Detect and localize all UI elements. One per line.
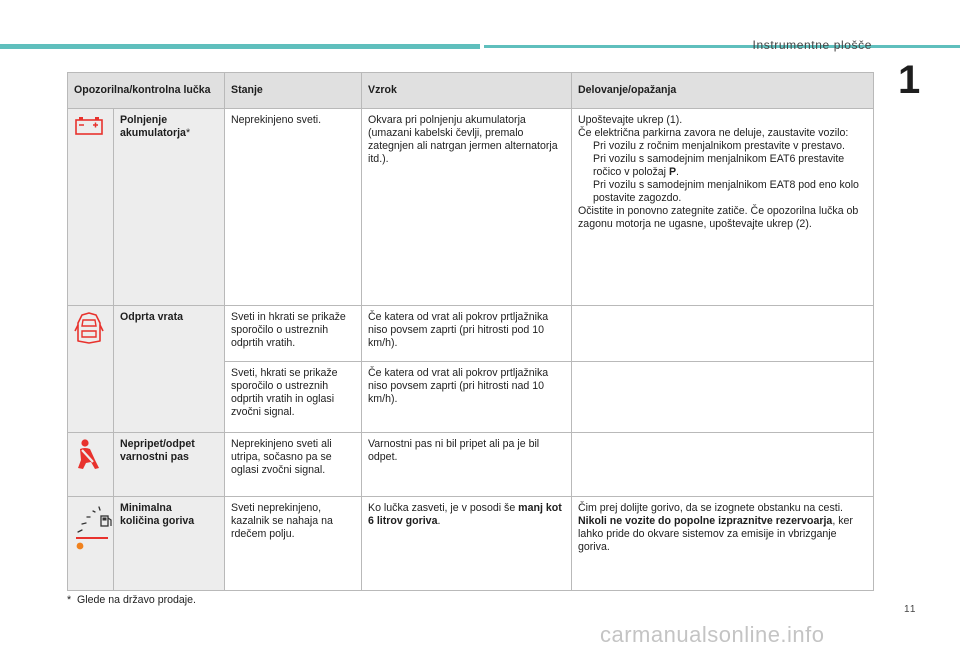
lamp-state: Sveti neprekinjeno, kazalnik se nahaja na rdečem polju. bbox=[225, 497, 362, 591]
accent-bar-short bbox=[484, 45, 960, 48]
icon-cell bbox=[68, 306, 114, 433]
battery-icon bbox=[74, 114, 104, 136]
list-item: Pri vozilu s samodejnim menjalnikom EAT8 pod eno kolo postavite zagozdo. bbox=[593, 179, 859, 204]
lamp-action bbox=[572, 433, 874, 497]
section-title: Instrumentne plošče bbox=[752, 38, 872, 52]
lamp-cause: Če katera od vrat ali pokrov prtljažnika niso povsem zaprti (pri hitrosti nad 10 km/h). bbox=[362, 362, 572, 433]
accent-bar-long bbox=[0, 44, 480, 49]
table-header-row bbox=[68, 73, 874, 109]
lamp-cause: Varnostni pas ni bil pripet ali pa je bil odpet. bbox=[362, 433, 572, 497]
open-door-icon bbox=[74, 311, 104, 345]
table-row bbox=[68, 306, 874, 362]
header-state: Stanje bbox=[225, 73, 362, 109]
icon-cell bbox=[68, 109, 114, 306]
page-number: 11 bbox=[904, 604, 917, 615]
fuel-gauge-icon bbox=[74, 502, 114, 550]
lamp-cause: Ko lučka zasveti, je v posodi še manj kot 6 litrov goriva. bbox=[362, 497, 572, 591]
watermark: carmanualsonline.info bbox=[600, 622, 825, 647]
lamp-action bbox=[572, 362, 874, 433]
lamp-cause: Okvara pri polnjenju akumulatorja (umazani kabelski čevlji, premalo zategnjen ali natrgan jermen alternatorja itd.). bbox=[362, 109, 572, 306]
chapter-number: 1 bbox=[898, 58, 921, 102]
lamp-name: Polnjenje akumulatorja* bbox=[114, 109, 225, 306]
table-row bbox=[68, 109, 874, 306]
lamp-action: Čim prej dolijte gorivo, da se izognete obstanku na cesti. Nikoli ne vozite do popolne izpraznitve rezervoarja, ker lahko pride do okvare sistemov za emisije in vbrizganje goriva. bbox=[572, 497, 874, 591]
icon-cell bbox=[68, 433, 114, 497]
list-item: Pri vozilu z ročnim menjalnikom prestavite v prestavo. bbox=[593, 140, 845, 152]
header-action: Delovanje/opažanja bbox=[572, 73, 874, 109]
lamp-action: Upoštevajte ukrep (1). Če električna parkirna zavora ne deluje, zaustavite vozilo: Pri vozilu z ročnim menjalnikom prestavite v prestavo. Pri vozilu s samodejnim menjalnikom EAT6 prestavite ročico v položaj P. Pri vozilu s samodejnim menjalnikom EAT8 pod eno kolo postavite zagozdo. Očistite in ponovno zategnite zatiče. Če opozorilna lučka ob zagonu motorja ne ugasne, upoštevajte ukrep (2). bbox=[572, 109, 874, 306]
header-cause: Vzrok bbox=[362, 73, 572, 109]
lamp-state: Sveti in hkrati se prikaže sporočilo o ustreznih odprtih vratih. bbox=[225, 306, 362, 362]
lamp-state: Sveti, hkrati se prikaže sporočilo o ustreznih odprtih vratih in oglasi zvočni signal. bbox=[225, 362, 362, 433]
lamp-state: Neprekinjeno sveti. bbox=[225, 109, 362, 306]
lamp-name: Odprta vrata bbox=[114, 306, 225, 433]
table-row bbox=[68, 433, 874, 497]
footnote: * Glede na državo prodaje. bbox=[67, 594, 196, 606]
lamp-name: Minimalna količina goriva bbox=[114, 497, 225, 591]
lamp-name: Nepripet/odpet varnostni pas bbox=[114, 433, 225, 497]
header-lamp: Opozorilna/kontrolna lučka bbox=[68, 73, 225, 109]
lamp-state: Neprekinjeno sveti ali utripa, sočasno pa se oglasi zvočni signal. bbox=[225, 433, 362, 497]
warning-lamps-table bbox=[67, 72, 874, 591]
list-item: Pri vozilu s samodejnim menjalnikom EAT6 prestavite ročico v položaj P. bbox=[593, 153, 845, 178]
lamp-cause: Če katera od vrat ali pokrov prtljažnika niso povsem zaprti (pri hitrosti pod 10 km/h). bbox=[362, 306, 572, 362]
icon-cell bbox=[68, 497, 114, 591]
table-row bbox=[68, 497, 874, 591]
seatbelt-icon bbox=[74, 438, 102, 470]
lamp-action bbox=[572, 306, 874, 362]
